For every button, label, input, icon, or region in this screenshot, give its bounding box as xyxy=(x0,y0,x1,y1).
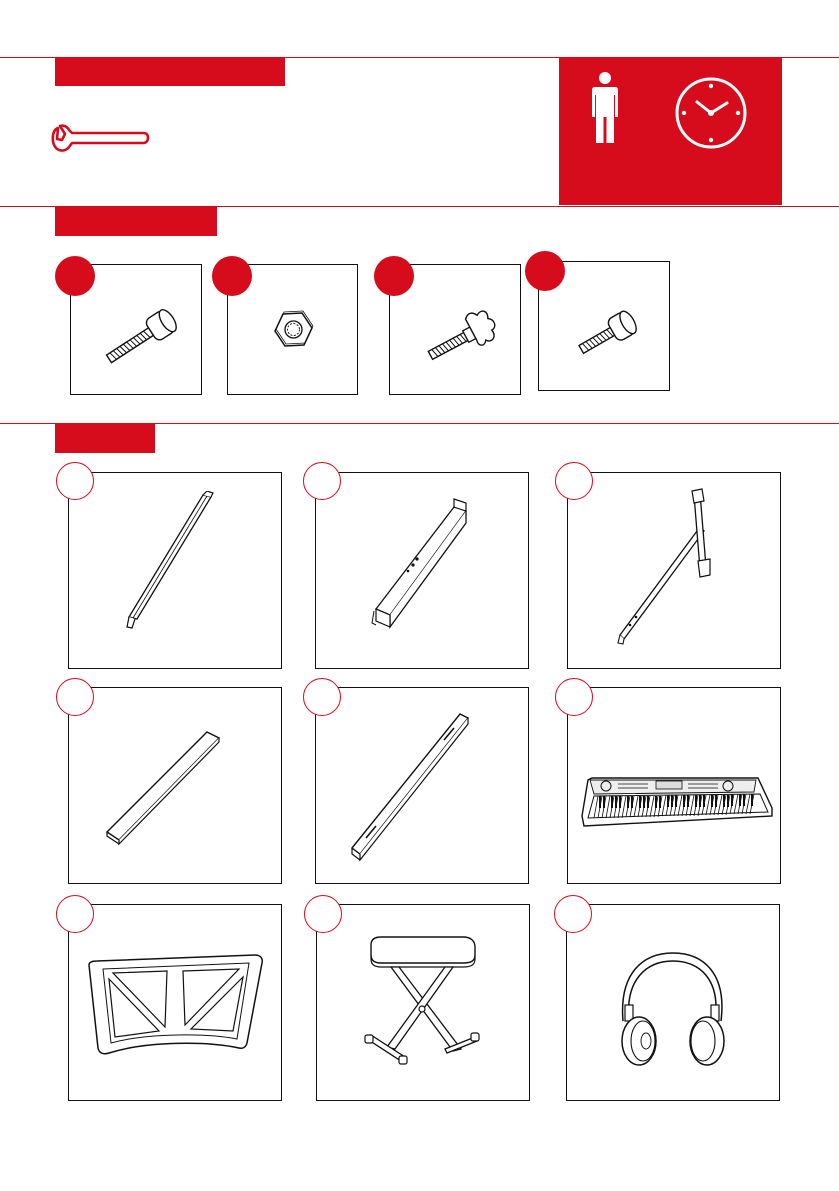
part-item-6 xyxy=(567,687,781,884)
square-tube-leg-icon xyxy=(368,497,478,642)
hardware-badge-1 xyxy=(55,256,95,296)
knob-bolt-icon xyxy=(422,303,502,373)
parts-tab xyxy=(55,424,155,453)
t-frame-icon xyxy=(614,487,724,647)
keyboard-icon xyxy=(578,772,776,832)
slotted-bar-icon xyxy=(348,710,478,862)
part-badge-3 xyxy=(555,462,593,500)
part-badge-7 xyxy=(56,895,94,933)
part-item-3 xyxy=(567,472,781,669)
thumb-screw-icon xyxy=(97,303,187,373)
part-item-1 xyxy=(68,472,282,669)
part-badge-4 xyxy=(56,678,94,716)
part-badge-1 xyxy=(56,462,94,500)
part-item-5 xyxy=(315,687,529,884)
part-badge-2 xyxy=(303,462,341,500)
clock-icon xyxy=(673,74,753,154)
assembly-info-panel xyxy=(559,57,782,205)
hardware-badge-3 xyxy=(374,256,414,296)
part-item-4 xyxy=(68,687,282,884)
part-item-2 xyxy=(315,472,529,669)
hardware-tab xyxy=(55,207,217,236)
hardware-badge-4 xyxy=(525,251,565,291)
part-item-9 xyxy=(566,904,780,1101)
part-item-7 xyxy=(68,904,282,1101)
rail-bar-icon xyxy=(121,491,221,631)
part-badge-6 xyxy=(555,678,593,716)
part-item-8 xyxy=(316,904,530,1101)
bench-icon xyxy=(361,933,485,1073)
tools-tab xyxy=(55,57,285,86)
music-rest-icon xyxy=(87,949,265,1059)
short-thumb-screw-icon xyxy=(569,304,645,364)
headphones-icon xyxy=(617,949,729,1069)
part-badge-5 xyxy=(303,678,341,716)
person-icon xyxy=(590,71,620,145)
wrench-icon xyxy=(50,122,150,156)
part-badge-8 xyxy=(304,895,342,933)
hardware-badge-2 xyxy=(212,256,252,296)
flat-bar-icon xyxy=(103,726,223,846)
part-badge-9 xyxy=(554,895,592,933)
hex-nut-icon xyxy=(272,310,316,350)
